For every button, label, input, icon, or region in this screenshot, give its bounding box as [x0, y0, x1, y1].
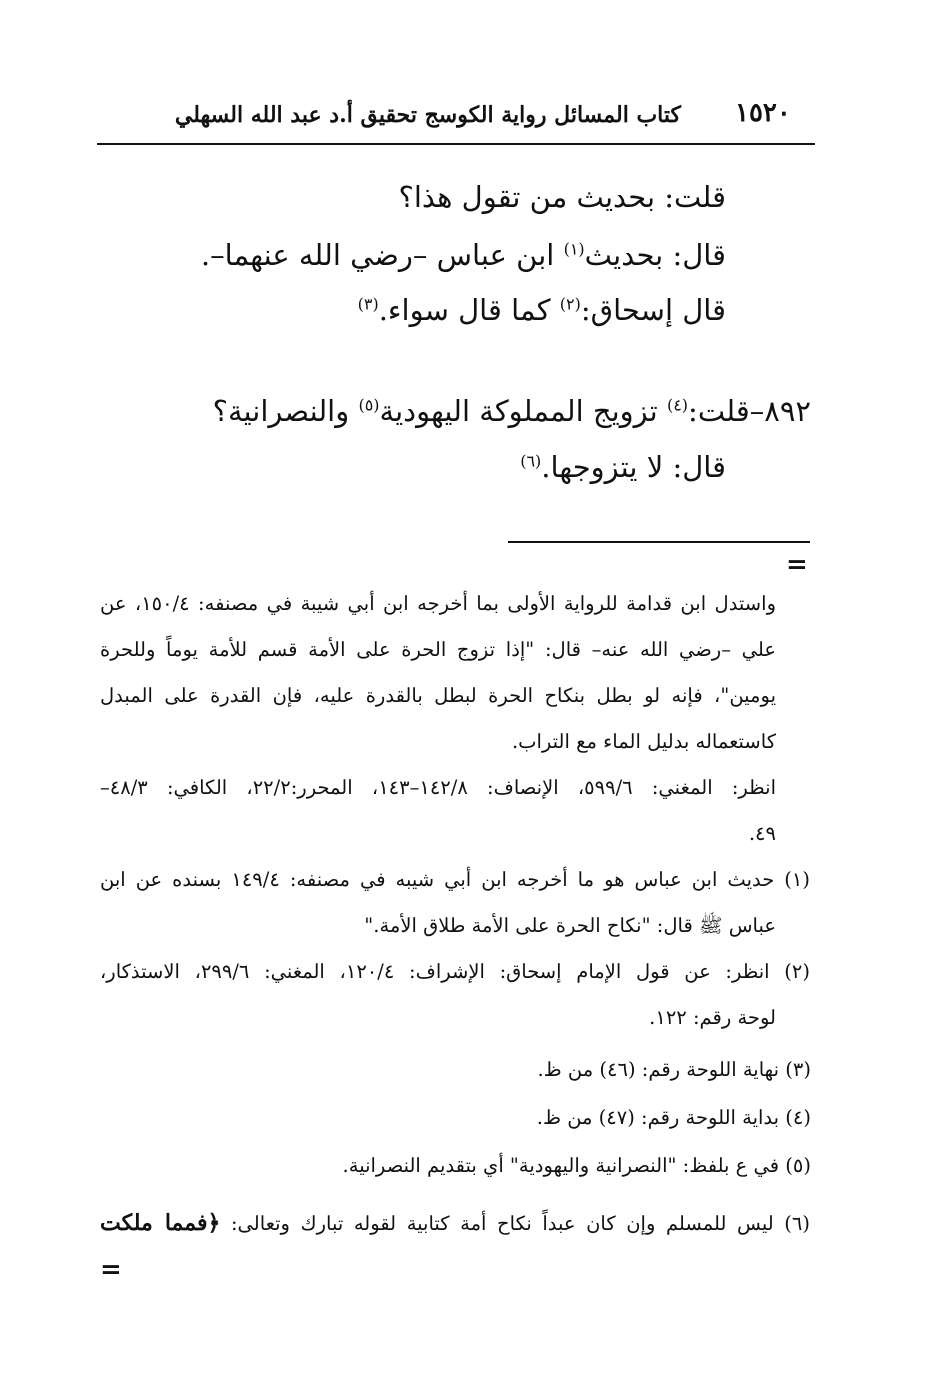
text-line2a: قال: بحديث: [584, 238, 726, 272]
footnote-cont-line-2: علي –رضي الله عنه– قال: "إذا تزوج الحرة على الأمة قسم للأمة يوماً وللحرة: [100, 638, 776, 661]
header-rule: [97, 143, 815, 145]
main-line-1: [398, 180, 726, 214]
footnote-cont-line-5: انظر: المغني: ٥٩٩/٦، الإنصاف: ١٤٢/٨–١٤٣، المحرر:٢٢/٢، الكافي: ٤٨/٣–: [100, 776, 776, 799]
footnote-1-line-2: عباس ﷺ قال: "نكاح الحرة على الأمة طلاق الأمة.": [364, 914, 776, 937]
footnote-2-line-1: (٢) انظر: عن قول الإمام إسحاق: الإشراف: ١٢٠/٤، المغني: ٢٩٩/٦، الاستذكار،: [100, 960, 810, 983]
footnote-6-text: (٦) ليس للمسلم وإن كان عبداً نكاح أمة كتابية لقوله تبارك وتعالى:: [220, 1212, 810, 1235]
text-line3b: كما قال سواء.: [378, 293, 560, 327]
footnote-ref-3: (٣): [357, 294, 379, 314]
footnote-ref-4: (٤): [666, 395, 689, 415]
footnote-3: (٣) نهاية اللوحة رقم: (٤٦) من ظ.: [537, 1058, 811, 1081]
text-line2b: ابن عباس –رضي الله عنهما–.: [200, 238, 564, 272]
footnote-cont-line-3: يومين"، فإنه لو بطل بنكاح الحرة لبطل بالقدرة عليه، فإن القدرة على المبدل: [100, 684, 776, 707]
footnote-separator: [508, 541, 810, 543]
question-892: [213, 394, 811, 428]
footnote-ref-6: (٦): [520, 451, 542, 471]
main-line-3: [358, 293, 726, 327]
question-text-a: تزويج المملوكة اليهودية: [379, 394, 667, 428]
question-text-b: والنصرانية؟: [212, 394, 359, 428]
footnote-ref-5: (٥): [358, 395, 380, 415]
footnote-ref-1: (١): [563, 239, 585, 259]
footnote-6-quote: ﴿فمما ملكت: [100, 1210, 221, 1236]
bottom-continuation-mark: =: [100, 1255, 122, 1285]
page-number: ١٥٢٠: [735, 98, 791, 128]
continuation-mark: =: [786, 550, 808, 580]
text-line1: قلت: بحديث من تقول هذا؟: [398, 180, 726, 214]
footnote-5: (٥) في ع بلفظ: "النصرانية واليهودية" أي بتقديم النصرانية.: [342, 1154, 811, 1177]
text-line3a: قال إسحاق:: [580, 293, 726, 327]
main-line-2: [201, 238, 726, 272]
running-title: كتاب المسائل رواية الكوسج تحقيق أ.د عبد الله السهلي: [174, 102, 681, 128]
question-number: ٨٩٢–قلت:: [688, 394, 811, 428]
answer-text: قال: لا يتزوجها.: [541, 450, 726, 484]
footnote-6: [100, 1210, 810, 1236]
footnote-4: (٤) بداية اللوحة رقم: (٤٧) من ظ.: [536, 1106, 811, 1129]
footnote-2-line-2: لوحة رقم: ١٢٢.: [649, 1006, 776, 1029]
footnote-1-line-1: (١) حديث ابن عباس هو ما أخرجه ابن أبي شيبه في مصنفه: ١٤٩/٤ بسنده عن ابن: [100, 868, 810, 891]
footnote-ref-2: (٢): [559, 294, 581, 314]
answer-892: [520, 450, 726, 484]
footnote-cont-line-1: واستدل ابن قدامة للرواية الأولى بما أخرجه ابن أبي شيبة في مصنفه: ١٥٠/٤، عن: [100, 592, 776, 615]
footnote-cont-line-4: كاستعماله بدليل الماء مع التراب.: [511, 730, 776, 753]
footnote-cont-line-6: ٤٩.: [748, 822, 776, 845]
